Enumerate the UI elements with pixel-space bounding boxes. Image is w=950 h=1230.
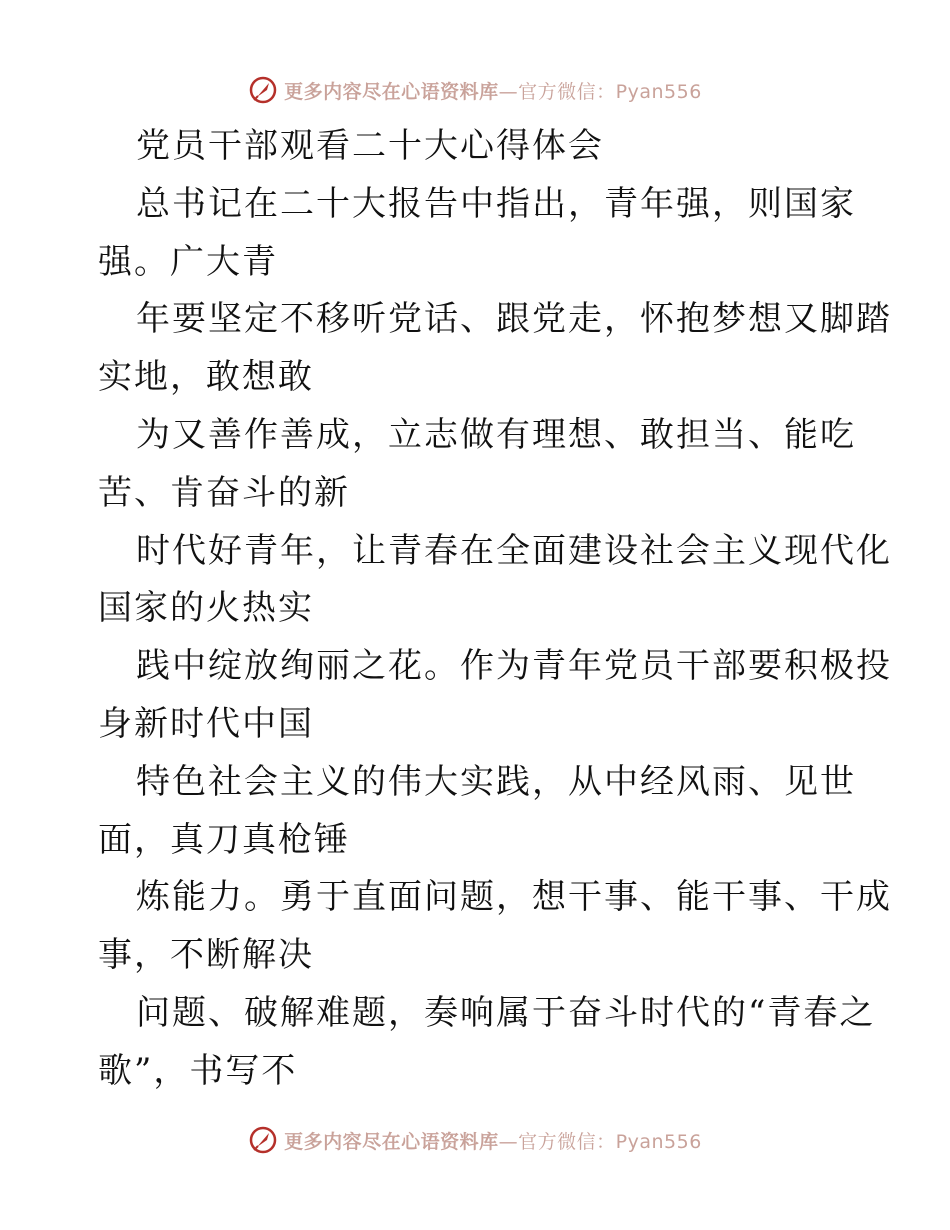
paragraph-line: 年要坚定不移听党话、跟党走，怀抱梦想又脚踏 [136,299,892,340]
document-title: 党员干部观看二十大心得体会 [136,126,604,166]
paragraph-line: 特色社会主义的伟大实践，从中经风雨、见世 [136,761,856,802]
watermark-text: 更多内容尽在心语资料库—官方微信：Pyan556 [284,1130,702,1153]
paragraph-line: 时代好青年，让青春在全面建设社会主义现代化 [136,530,892,571]
watermark-footer [0,1120,950,1160]
paragraph-line: 实地，敢想敢 [98,357,314,398]
paragraph-line: 歌”，书写不 [98,1050,298,1091]
quill-circle-icon [248,75,278,105]
watermark-header [0,70,950,110]
paragraph-line: 国家的火热实 [98,588,314,629]
paragraph-line: 身新时代中国 [98,703,314,744]
paragraph-line: 强。广大青 [98,241,278,282]
paragraph-line: 为又善作善成，立志做有理想、敢担当、能吃 [136,414,856,455]
document-body [98,118,892,1101]
quill-circle-icon [248,1125,278,1155]
paragraph-line: 问题、破解难题，奏响属于奋斗时代的“青春之 [136,992,876,1033]
paragraph-line: 事，不断解决 [98,935,314,976]
paragraph-line: 炼能力。勇于直面问题，想干事、能干事、干成 [136,877,892,918]
paragraph-line: 践中绽放绚丽之花。作为青年党员干部要积极投 [136,646,892,687]
paragraph-line: 苦、肯奋斗的新 [98,472,350,513]
paragraph-line: 面，真刀真枪锤 [98,819,350,860]
paragraph-line: 总书记在二十大报告中指出，青年强，则国家 [136,183,856,224]
watermark-text: 更多内容尽在心语资料库—官方微信：Pyan556 [284,80,702,103]
